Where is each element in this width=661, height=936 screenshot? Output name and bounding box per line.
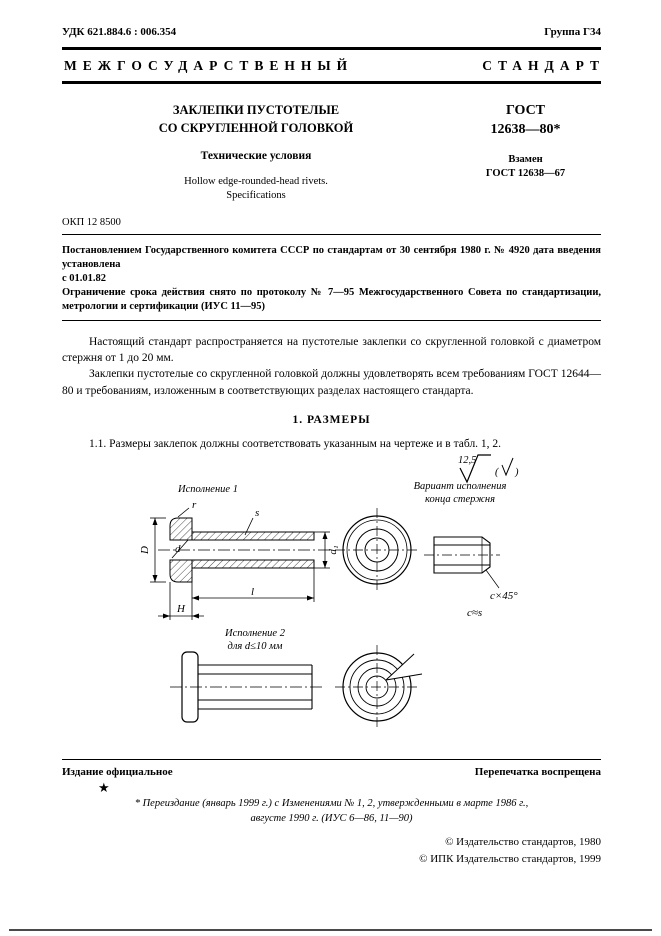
rivet-side-view-2	[170, 652, 324, 722]
banner-word-2: СТАНДАРТ	[482, 58, 605, 73]
okp-code: ОКП 12 8500	[62, 217, 121, 229]
restriction-paragraph: Ограничение срока действия снято по протоколу № 7—95 Межгосударственного Совета по стандартизации, метрологии и сертификации (ИУС 11—95)	[62, 286, 601, 312]
rivet-front-view-2	[335, 645, 422, 729]
stem-end-variant-view	[424, 537, 500, 588]
page-bottom-edge	[9, 929, 652, 931]
banner-word-1: МЕЖГОСУДАРСТВЕННЫЙ	[64, 58, 354, 73]
document-subtitle: Технические условия	[200, 150, 312, 162]
divider-decree	[62, 320, 601, 321]
scope-paragraph-2: Заклепки пустотелые со скругленной головкой должны удовлетворять всем требованиям ГОСТ 12644—80 и требованиям, изложенным в соответствующих разделах настоящего стандарта.	[62, 368, 601, 397]
title-block	[62, 102, 601, 203]
divider-top	[62, 234, 601, 235]
dimension-s-label: s	[255, 506, 260, 519]
footer-row	[62, 766, 601, 778]
gost-label: ГОСТ	[505, 103, 546, 118]
english-title-line1: Hollow edge-rounded-head rivets.	[184, 176, 328, 187]
decree-paragraph: Постановлением Государственного комитета СССР по стандартам от 30 сентября 1980 г. № 4920 дата введения установлена	[62, 245, 601, 271]
top-reference-line	[62, 26, 601, 38]
section-heading-sizes: 1. РАЗМЕРЫ	[292, 413, 371, 426]
gost-number: 12638—80*	[490, 121, 561, 137]
clause-1-1: 1.1. Размеры заклепок должны соответствовать указанным на чертеже и в табл. 1, 2.	[89, 437, 502, 450]
roughness-mark	[458, 455, 519, 482]
scope-paragraph-1: Настоящий стандарт распространяется на пустотелые заклепки со скругленной головкой с диаметром стержня от 1 до 20 мм.	[62, 335, 601, 364]
roughness-value-label: 12,5	[458, 454, 477, 466]
variant-label-line1: Вариант исполнения	[413, 480, 507, 492]
version2-condition-label: для d≤10 мм	[227, 640, 283, 652]
rivet-front-view-1	[335, 508, 419, 592]
drawing-area	[62, 452, 601, 757]
dimension-r-label: r	[192, 498, 197, 511]
version2-label: Исполнение 2	[225, 627, 285, 639]
effective-date: с 01.01.82	[62, 273, 107, 285]
dimension-l-label: l	[251, 585, 255, 598]
body-text	[62, 334, 601, 399]
document-title-line2: СО СКРУГЛЕННОЙ ГОЛОВКОЙ	[158, 120, 354, 135]
roughness-paren-open: (	[495, 466, 499, 478]
copyright-1999: © ИПК Издательство стандартов, 1999	[419, 852, 601, 865]
star-icon: ★	[98, 779, 110, 795]
chamfer-dimension-label: с×45°	[490, 589, 518, 602]
dimension-d-label: d	[175, 542, 181, 555]
chamfer-note-label: с≈s	[467, 606, 483, 619]
replaces-value: ГОСТ 12638—67	[485, 167, 566, 179]
title-left-column	[62, 102, 450, 203]
rivet-side-view-1	[158, 518, 330, 582]
udk-number: УДК 621.884.6 : 006.354	[62, 26, 177, 38]
interstate-standard-banner	[62, 47, 605, 84]
group-code: Группа Г34	[544, 26, 601, 38]
reprint-prohibited-label: Перепечатка воспрещена	[474, 765, 601, 778]
dimension-H-label: H	[177, 602, 185, 615]
official-edition-label: Издание официальное	[62, 765, 173, 778]
roughness-paren-close: )	[515, 466, 519, 478]
dimension-d1-label: d₁	[327, 545, 339, 555]
copyright-block	[62, 834, 601, 867]
technical-drawing	[62, 452, 601, 752]
notch-cutout	[386, 654, 422, 680]
english-title-line2: Specifications	[226, 190, 286, 202]
replaces-label: Взамен	[508, 153, 543, 165]
reissue-note-line1: * Переиздание (январь 1999 г.) с Изменениями № 1, 2, утвержденными в марте 1986 г.,	[134, 797, 529, 809]
reissue-note	[62, 796, 601, 826]
divider-footer	[62, 759, 601, 760]
variant-label-line2: конца стержня	[425, 493, 495, 505]
copyright-1980: © Издательство стандартов, 1980	[445, 836, 601, 849]
version1-label: Исполнение 1	[178, 483, 238, 495]
decree-section	[62, 244, 601, 313]
title-right-column	[450, 102, 601, 203]
dimension-D-label: D	[139, 545, 151, 554]
document-title-line1: ЗАКЛЕПКИ ПУСТОТЕЛЫЕ	[172, 103, 340, 117]
reissue-note-line2: августе 1990 г. (ИУС 6—86, 11—90)	[250, 813, 413, 825]
roughness-check-small-icon	[502, 458, 513, 475]
